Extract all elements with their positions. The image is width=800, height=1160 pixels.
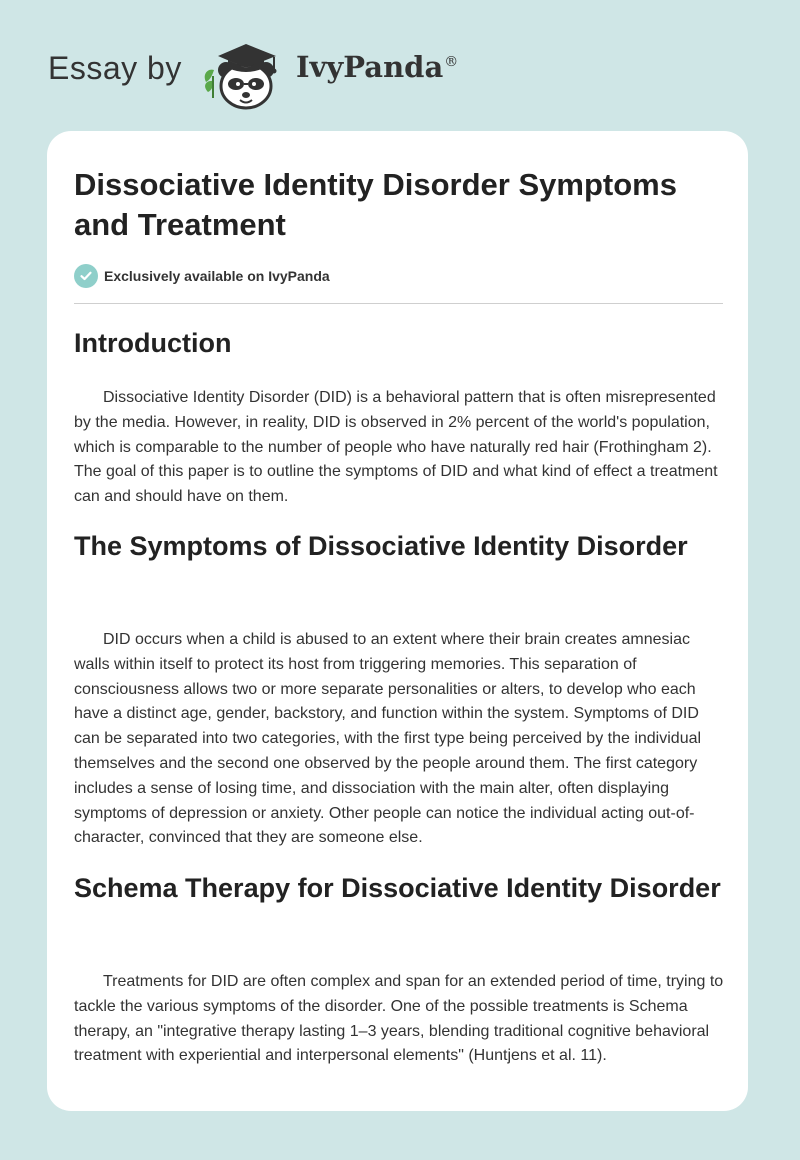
check-circle-icon [74, 264, 98, 288]
title-divider [74, 303, 723, 304]
site-header [0, 0, 800, 130]
section-paragraph-symptoms: DID occurs when a child is abused to an extent where their brain creates amnesiac walls within itself to protect its host from triggering memories. This separation of consciousness allows two or more separate personalities or alters, to develop who each have a distinct age, gender, backstory, and function within the system. Symptoms of DID can be separated into two categories, with the first type being perceived by the individual themselves and the second one observed by the people around them. The first category includes a sense of losing time, and dissociation with the main alter, often displaying symptoms of depression or anxiety. Other people can notice the individual acting out-of-character, convinced that they are someone else. [74, 631, 702, 847]
section-paragraph-introduction: Dissociative Identity Disorder (DID) is a behavioral pattern that is often misrepresented by the media. However, in reality, DID is observed in 2% percent of the world's population, which is comparable to the number of people who have naturally red hair (Frothingham 2). The goal of this paper is to outline the symptoms of DID and what kind of effect a treatment can and should have on them. [74, 389, 718, 506]
section-heading-symptoms: The Symptoms of Dissociative Identity Disorder [74, 531, 688, 561]
brand-name[interactable]: IvyPanda® [296, 50, 459, 84]
essay-card [47, 131, 748, 1111]
section-paragraph-schema-therapy: Treatments for DID are often complex and span for an extended period of time, trying to tackle the various symptoms of the disorder. One of the possible treatments is Schema therapy, an "integrative therapy lasting 1–3 years, blending traditional cognitive behavioral treatment with experiential and interpersonal elements" (Huntjens et al. 11). [74, 973, 724, 1065]
exclusive-label: Exclusively available on IvyPanda [104, 268, 330, 284]
essay-by-label: Essay by [48, 50, 182, 86]
page-title: Dissociative Identity Disorder Symptoms and Treatment [74, 167, 677, 242]
section-heading-schema-therapy: Schema Therapy for Dissociative Identity Disorder [74, 873, 721, 903]
registered-mark: ® [444, 54, 459, 71]
panda-graduate-icon[interactable] [200, 36, 292, 112]
exclusive-badge [74, 263, 330, 289]
section-heading-introduction: Introduction [74, 328, 232, 358]
